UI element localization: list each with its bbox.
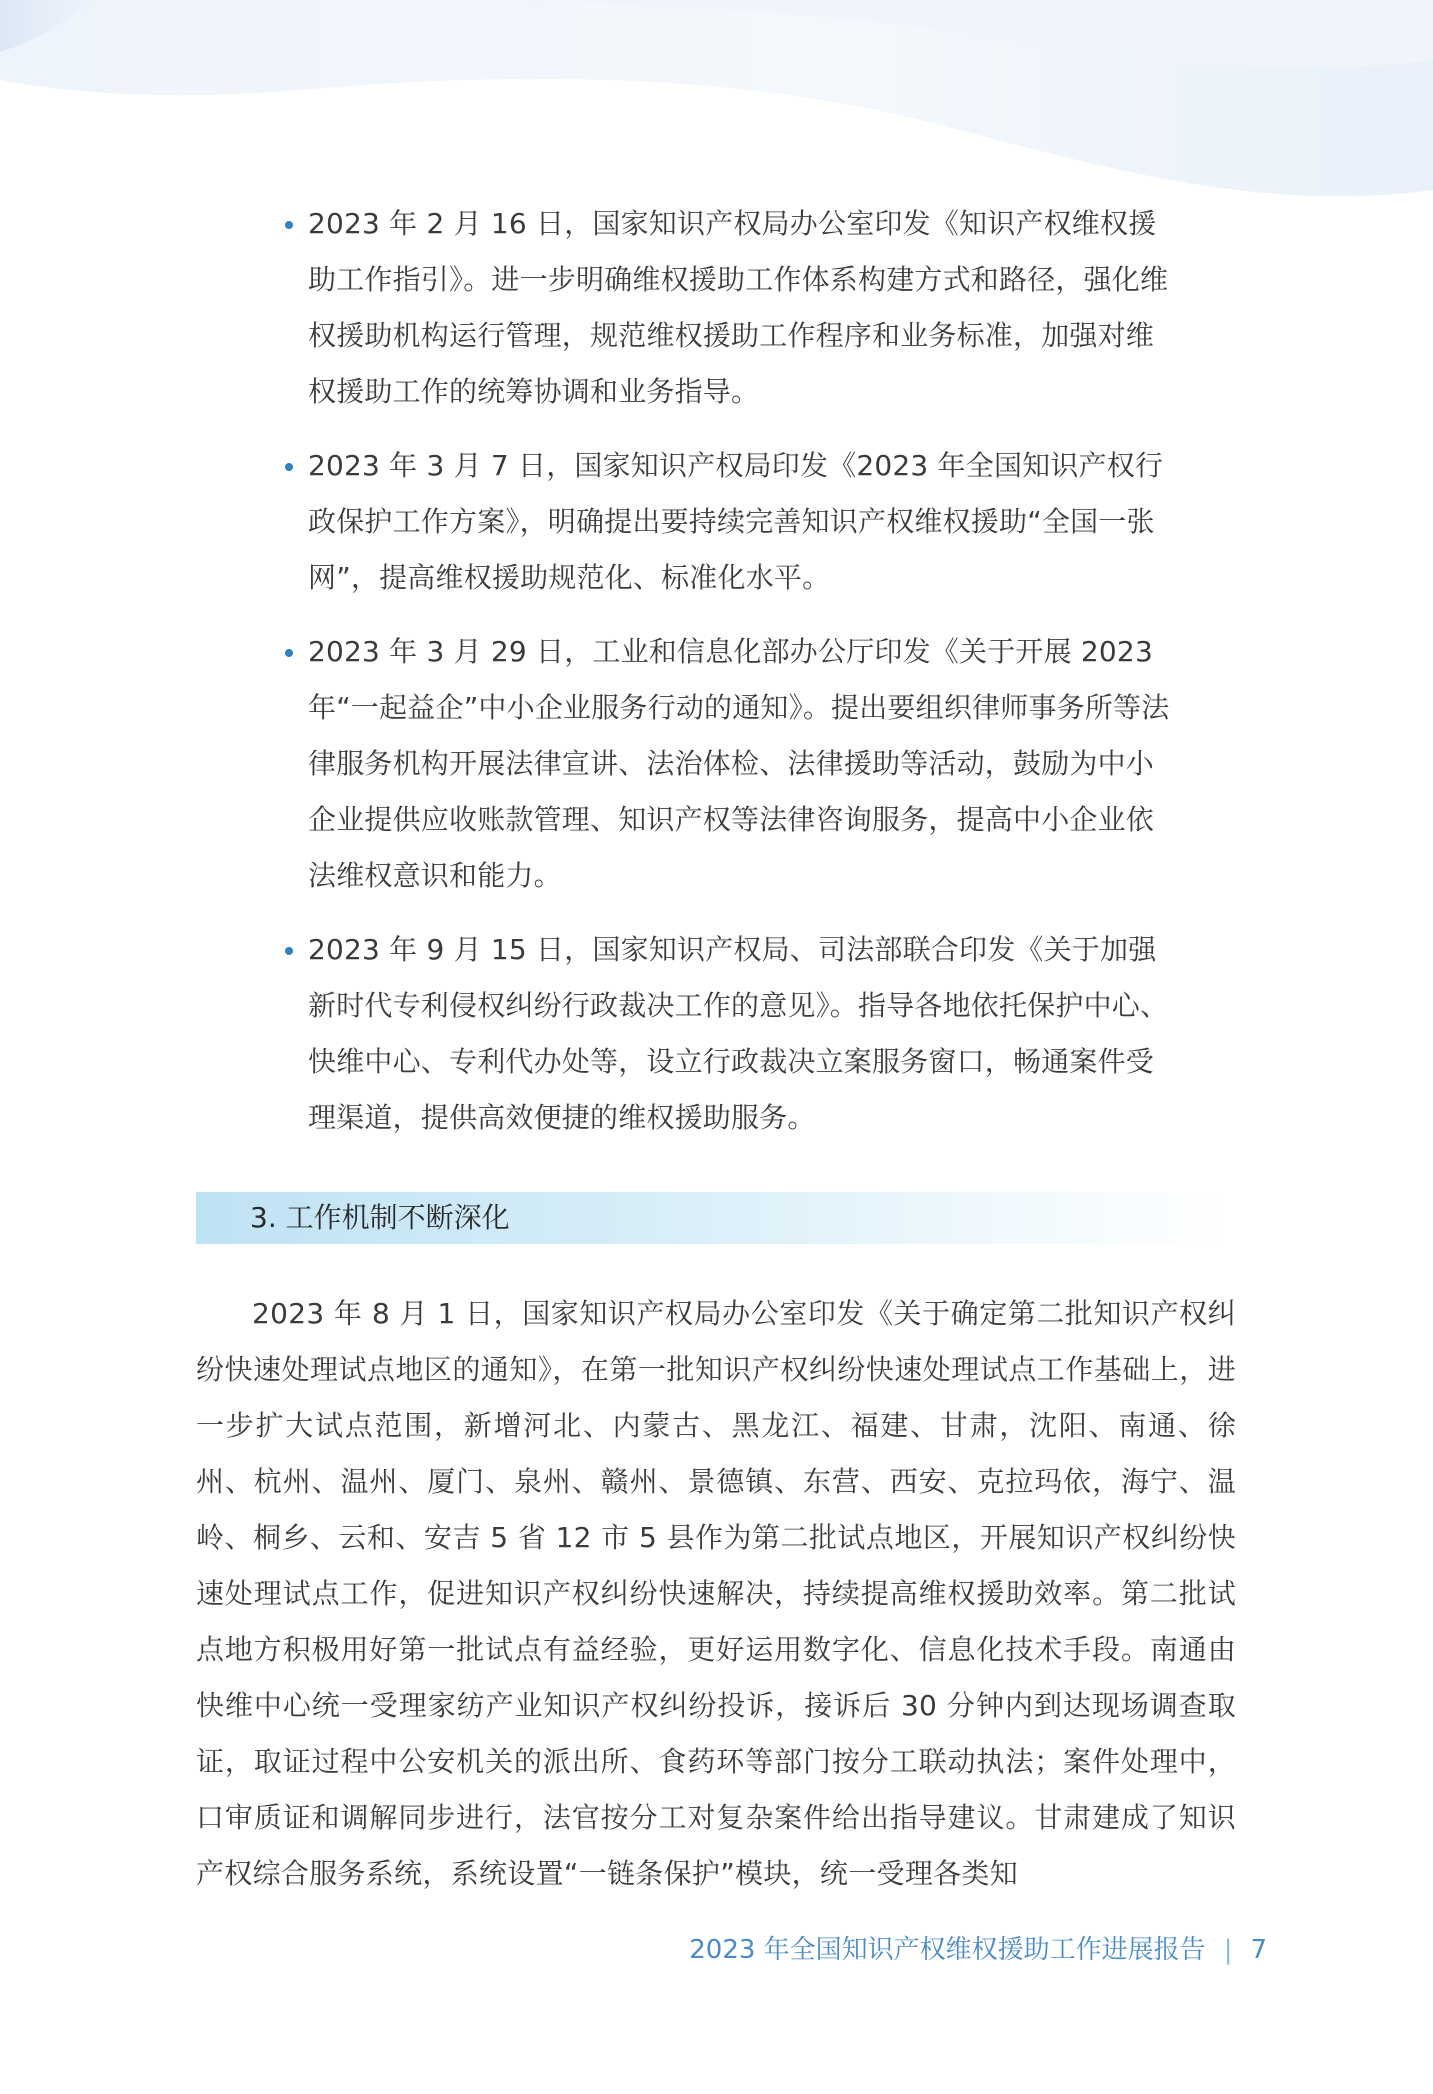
footer-report-title: 2023 年全国知识产权维权援助工作进展报告	[689, 1935, 1206, 1965]
bullet-list	[282, 196, 1182, 1164]
bullet-text: 2023 年 9 月 15 日，国家知识产权局、司法部联合印发《关于加强新时代专利侵权纠纷行政裁决工作的意见》。指导各地依托保护中心、快维中心、专利代办处等，设立行政裁决立案服务窗口，畅通案件受理渠道，提供高效便捷的维权援助服务。	[308, 933, 1169, 1134]
bullet-text: 2023 年 3 月 7 日，国家知识产权局印发《2023 年全国知识产权行政保护工作方案》，明确提出要持续完善知识产权维权援助“全国一张网”，提高维权援助规范化、标准化水平。	[308, 449, 1164, 594]
bullet-text: 2023 年 2 月 16 日，国家知识产权局办公室印发《知识产权维权援助工作指引》。进一步明确维权援助工作体系构建方式和路径，强化维权援助机构运行管理，规范维权援助工作程序和业务标准，加强对维权援助工作的统筹协调和业务指导。	[308, 207, 1169, 408]
bullet-text: 2023 年 3 月 29 日，工业和信息化部办公厅印发《关于开展 2023 年“一起益企”中小企业服务行动的通知》。提出要组织律师事务所等法律服务机构开展法律宣讲、法治体检、法律援助等活动，鼓励为中小企业提供应收账款管理、知识产权等法律咨询服务，提高中小企业依法维权意识和能力。	[308, 635, 1170, 892]
bullet-dot-icon	[285, 221, 293, 229]
footer-separator: |	[1223, 1935, 1233, 1965]
body-paragraph: 2023 年 8 月 1 日，国家知识产权局办公室印发《关于确定第二批知识产权纠纷快速处理试点地区的通知》，在第一批知识产权纠纷快速处理试点工作基础上，进一步扩大试点范围，新增河北、内蒙古、黑龙江、福建、甘肃，沈阳、南通、徐州、杭州、温州、厦门、泉州、赣州、景德镇、东营、西安、克拉玛依，海宁、温岭、桐乡、云和、安吉 5 省 12 市 5 县作为第二批试点地区，开展知识产权纠纷快速处理试点工作，促进知识产权纠纷快速解决，持续提高维权援助效率。第二批试点地方积极用好第一批试点有益经验，更好运用数字化、信息化技术手段。南通由快维中心统一受理家纺产业知识产权纠纷投诉，接诉后 30 分钟内到达现场调查取证，取证过程中公安机关的派出所、食药环等部门按分工联动执法；案件处理中，口审质证和调解同步进行，法官按分工对复杂案件给出指导建议。甘肃建成了知识产权综合服务系统，系统设置“一链条保护”模块，统一受理各类知	[196, 1297, 1236, 1890]
bullet-dot-icon	[285, 463, 293, 471]
bullet-item	[282, 438, 1182, 606]
page-number: 7	[1250, 1935, 1267, 1965]
page-footer	[689, 1930, 1267, 1970]
section-heading: 3. 工作机制不断深化	[196, 1192, 1236, 1244]
bullet-dot-icon	[285, 649, 293, 657]
bullet-dot-icon	[285, 947, 293, 955]
bullet-item	[282, 922, 1182, 1146]
bullet-item	[282, 624, 1182, 904]
bullet-item	[282, 196, 1182, 420]
